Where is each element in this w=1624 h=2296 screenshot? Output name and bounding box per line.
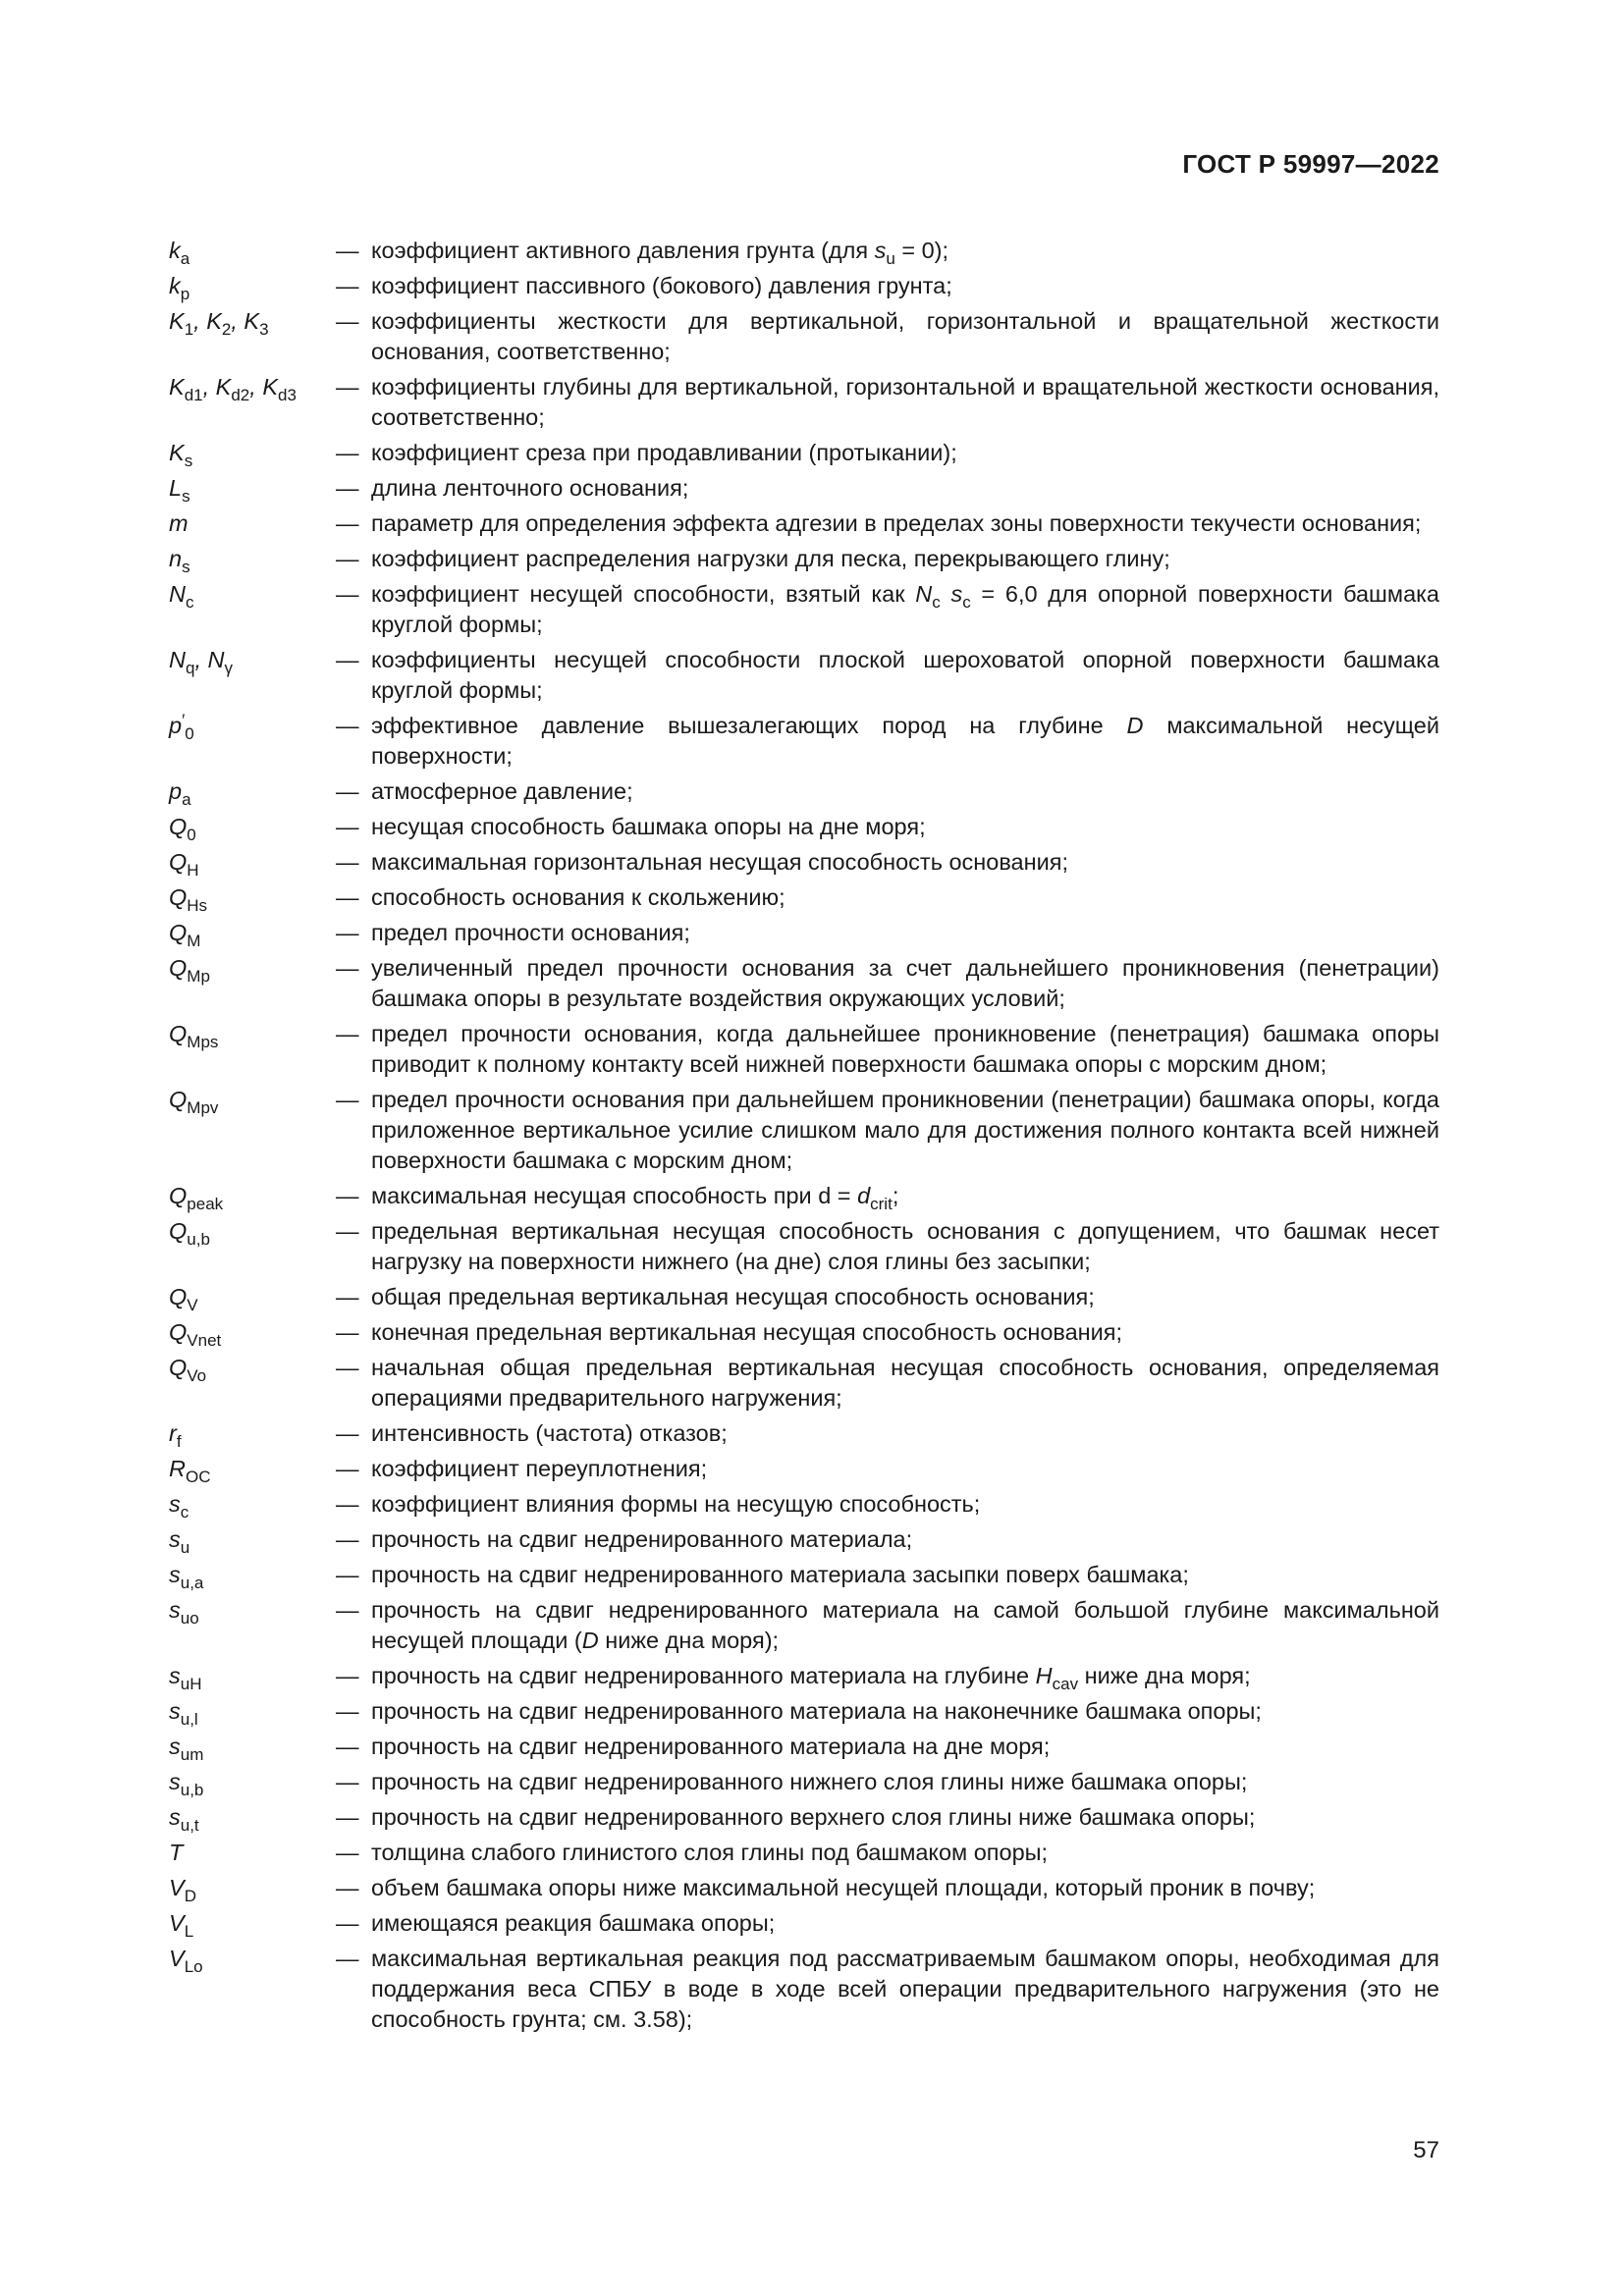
definition-dash: — xyxy=(336,1420,359,1446)
definition-dash: — xyxy=(336,1698,359,1724)
definition-dash: — xyxy=(336,1218,359,1244)
definition-item xyxy=(169,1802,1439,1833)
definition-text: предел прочности основания; xyxy=(371,920,690,945)
definition-dash: — xyxy=(336,1456,359,1481)
definition-text: эффективное давление вышезалегающих пород на глубине D максимальной несущей поверхности; xyxy=(371,713,1439,769)
definition-item xyxy=(169,1353,1439,1414)
definition-text: конечная предельная вертикальная несущая способность основания; xyxy=(371,1319,1123,1345)
definition-symbol: $Q_{Mp}$ xyxy=(169,955,210,986)
definition-item xyxy=(169,1595,1439,1656)
definition-item xyxy=(169,473,1439,504)
definition-item xyxy=(169,1019,1439,1080)
definition-symbol: $Q_M$ xyxy=(169,920,201,950)
document-header: ГОСТ Р 59997—2022 xyxy=(1182,149,1439,179)
definition-item xyxy=(169,1317,1439,1348)
definition-text: предел прочности основания, когда дальнейшее проникновение (пенетрация) башмака опоры приводит к полному контакту всей нижней поверхности башмака опоры с морским дном; xyxy=(371,1021,1439,1077)
definition-item xyxy=(169,1732,1439,1762)
definition-symbol: $p_a$ xyxy=(169,778,191,809)
definition-text: прочность на сдвиг недренированного материала на наконечнике башмака опоры; xyxy=(371,1698,1262,1724)
definition-text: способность основания к скольжению; xyxy=(371,884,785,910)
definition-text: максимальная несущая способность при $d = d_{crit}$; xyxy=(371,1183,899,1213)
definition-dash: — xyxy=(336,475,359,501)
definition-text: объем башмака опоры ниже максимальной несущей площади, который проник в почву; xyxy=(371,1875,1316,1900)
definition-dash: — xyxy=(336,1021,359,1046)
definition-item xyxy=(169,1908,1439,1939)
definition-text: увеличенный предел прочности основания за счет дальнейшего проникновения (пенетрации) башмака опоры в результате воздействия окружающих условий; xyxy=(371,955,1439,1011)
definition-item xyxy=(169,776,1439,807)
definition-dash: — xyxy=(336,374,359,400)
definition-text: прочность на сдвиг недренированного материала на самой большой глубине максимальной несущей площади (D ниже дна моря); xyxy=(371,1597,1439,1653)
definition-item xyxy=(169,1696,1439,1727)
definition-symbol: $s_{u,b}$ xyxy=(169,1769,204,1799)
definition-item xyxy=(169,306,1439,367)
definition-item xyxy=(169,1489,1439,1520)
definition-dash: — xyxy=(336,647,359,672)
definition-text: прочность на сдвиг недренированного верхнего слоя глины ниже башмака опоры; xyxy=(371,1804,1256,1830)
definition-text: предел прочности основания при дальнейшем проникновении (пенетрации) башмака опоры, когда приложенное вертикальное усилие слишком мало для достижения полного контакта всей нижней поверхности башмака с морским дном; xyxy=(371,1087,1439,1173)
definition-item xyxy=(169,579,1439,640)
definition-symbol: $K_{d1}$, $K_{d2}$, $K_{d3}$ xyxy=(169,374,297,404)
definition-text: имеющаяся реакция башмака опоры; xyxy=(371,1910,776,1936)
definition-symbol: $Q_{Vo}$ xyxy=(169,1355,207,1385)
definition-symbol: $Q_{Mps}$ xyxy=(169,1021,219,1051)
definition-dash: — xyxy=(336,238,359,263)
definition-dash: — xyxy=(336,1734,359,1759)
definition-symbol: $k_p$ xyxy=(169,273,190,303)
definition-text: толщина слабого глинистого слоя глины под башмаком опоры; xyxy=(371,1840,1049,1865)
definition-dash: — xyxy=(336,1355,359,1380)
definition-item xyxy=(169,1767,1439,1797)
definition-symbol: m xyxy=(169,510,189,536)
definition-dash: — xyxy=(336,273,359,298)
definition-symbol: $V_D$ xyxy=(169,1875,196,1905)
definition-dash: — xyxy=(336,1597,359,1623)
definition-dash: — xyxy=(336,1087,359,1112)
definition-item xyxy=(169,1216,1439,1277)
definition-item xyxy=(169,1181,1439,1211)
definition-text: несущая способность башмака опоры на дне моря; xyxy=(371,814,926,839)
definition-item xyxy=(169,1560,1439,1590)
definition-symbol: $s_u$ xyxy=(169,1526,190,1557)
definition-item xyxy=(169,1873,1439,1903)
definition-dash: — xyxy=(336,1875,359,1900)
definition-text: прочность на сдвиг недренированного материала на дне моря; xyxy=(371,1734,1051,1759)
definition-item xyxy=(169,953,1439,1014)
definition-item xyxy=(169,1944,1439,2035)
definition-symbol: $s_c$ xyxy=(169,1491,189,1522)
definition-item xyxy=(169,812,1439,842)
definition-symbol: $s_{u,t}$ xyxy=(169,1804,199,1835)
definition-dash: — xyxy=(336,1491,359,1517)
definition-text: максимальная горизонтальная несущая способность основания; xyxy=(371,849,1068,875)
definition-item xyxy=(169,438,1439,468)
definition-dash: — xyxy=(336,955,359,981)
definition-item xyxy=(169,1454,1439,1484)
definition-dash: — xyxy=(336,1319,359,1345)
definition-item xyxy=(169,1085,1439,1176)
definition-text: коэффициент переуплотнения; xyxy=(371,1456,708,1481)
definition-symbol: $R_{OC}$ xyxy=(169,1456,211,1486)
definition-dash: — xyxy=(336,546,359,571)
definition-symbol: $Q_H$ xyxy=(169,849,199,880)
definition-item xyxy=(169,1838,1439,1868)
definition-item xyxy=(169,1524,1439,1555)
definition-symbol: $Q_{peak}$ xyxy=(169,1183,224,1213)
definition-dash: — xyxy=(336,1946,359,1971)
definition-item xyxy=(169,236,1439,266)
definition-dash: — xyxy=(336,1840,359,1865)
definition-text: коэффициенты глубины для вертикальной, горизонтальной и вращательной жесткости основания, соответственно; xyxy=(371,374,1439,430)
definition-symbol: $L_s$ xyxy=(169,475,190,506)
definition-item xyxy=(169,1418,1439,1449)
definition-text: длина ленточного основания; xyxy=(371,475,689,501)
definition-dash: — xyxy=(336,1769,359,1794)
definition-symbol: $K_s$ xyxy=(169,440,193,470)
definition-text: общая предельная вертикальная несущая способность основания; xyxy=(371,1284,1095,1309)
definition-symbol: $Q_{u,b}$ xyxy=(169,1218,210,1249)
definition-symbol: $V_L$ xyxy=(169,1910,194,1941)
definition-symbol: $p'_0$ xyxy=(169,711,194,743)
definition-dash: — xyxy=(336,1284,359,1309)
definition-dash: — xyxy=(336,778,359,804)
definition-text: коэффициент активного давления грунта (для $s_u = 0$); xyxy=(371,238,949,268)
definition-symbol: $s_{u,l}$ xyxy=(169,1698,198,1729)
definition-list xyxy=(169,236,1439,2040)
definition-symbol: $Q_{Mpv}$ xyxy=(169,1087,219,1117)
page-number: 57 xyxy=(1413,2137,1439,2163)
definition-dash: — xyxy=(336,1910,359,1936)
definition-text: коэффициент пассивного (бокового) давления грунта; xyxy=(371,273,952,298)
definition-text: коэффициент среза при продавливании (протыкании); xyxy=(371,440,957,465)
definition-text: коэффициент распределения нагрузки для песка, перекрывающего глину; xyxy=(371,546,1170,571)
definition-symbol: $N_q$, $N_\gamma$ xyxy=(169,647,233,677)
definition-item xyxy=(169,847,1439,878)
definition-symbol: $Q_V$ xyxy=(169,1284,198,1314)
definition-item xyxy=(169,508,1439,539)
definition-dash: — xyxy=(336,849,359,875)
definition-symbol: $N_c$ xyxy=(169,581,194,612)
definition-text: прочность на сдвиг недренированного материала на глубине $H_{cav}$ ниже дна моря; xyxy=(371,1663,1251,1693)
definition-symbol: $s_{uH}$ xyxy=(169,1663,202,1693)
definition-item xyxy=(169,711,1439,772)
definition-symbol: $V_{Lo}$ xyxy=(169,1946,203,1976)
definition-text: коэффициент несущей способности, взятый как $N_c$ $s_c = 6,0$ для опорной поверхности башмака круглой формы; xyxy=(371,581,1440,637)
definition-item xyxy=(169,645,1439,706)
definition-symbol: $Q_0$ xyxy=(169,814,196,844)
definition-text: параметр для определения эффекта адгезии в пределах зоны поверхности текучести основания; xyxy=(371,510,1422,536)
definition-symbol: T xyxy=(169,1840,184,1865)
definition-item xyxy=(169,918,1439,948)
definition-text: коэффициент влияния формы на несущую способность; xyxy=(371,1491,981,1517)
definition-text: прочность на сдвиг недренированного материала; xyxy=(371,1526,913,1552)
definition-symbol: $s_{uo}$ xyxy=(169,1597,199,1628)
definition-symbol: $K_1$, $K_2$, $K_3$ xyxy=(169,308,269,339)
definition-text: прочность на сдвиг недренированного материала засыпки поверх башмака; xyxy=(371,1562,1189,1587)
definition-symbol: $Q_{Hs}$ xyxy=(169,884,208,915)
definition-item xyxy=(169,271,1439,301)
definition-item xyxy=(169,1661,1439,1691)
definition-item xyxy=(169,372,1439,433)
definition-item xyxy=(169,544,1439,574)
definition-symbol: $r_f$ xyxy=(169,1420,182,1451)
definition-dash: — xyxy=(336,1804,359,1830)
definition-item xyxy=(169,1282,1439,1312)
definition-dash: — xyxy=(336,713,359,738)
definition-dash: — xyxy=(336,1562,359,1587)
definition-item xyxy=(169,882,1439,913)
definition-dash: — xyxy=(336,884,359,910)
definition-text: коэффициенты несущей способности плоской шероховатой опорной поверхности башмака круглой формы; xyxy=(371,647,1439,703)
definition-dash: — xyxy=(336,581,359,607)
definition-dash: — xyxy=(336,1183,359,1208)
definition-dash: — xyxy=(336,1526,359,1552)
definition-text: прочность на сдвиг недренированного нижнего слоя глины ниже башмака опоры; xyxy=(371,1769,1248,1794)
definition-symbol: $n_s$ xyxy=(169,546,190,576)
definition-dash: — xyxy=(336,440,359,465)
definition-dash: — xyxy=(336,920,359,945)
definition-dash: — xyxy=(336,510,359,536)
definition-symbol: $s_{u,a}$ xyxy=(169,1562,204,1592)
definition-dash: — xyxy=(336,1663,359,1688)
definition-text: предельная вертикальная несущая способность основания с допущением, что башмак несет нагрузку на поверхности нижнего (на дне) слоя глины без засыпки; xyxy=(371,1218,1439,1274)
definition-text: коэффициенты жесткости для вертикальной, горизонтальной и вращательной жесткости основания, соответственно; xyxy=(371,308,1439,364)
definition-symbol: $s_{um}$ xyxy=(169,1734,204,1764)
definition-dash: — xyxy=(336,308,359,334)
definition-text: атмосферное давление; xyxy=(371,778,633,804)
definition-symbol: $k_a$ xyxy=(169,238,190,268)
definition-text: максимальная вертикальная реакция под рассматриваемым башмаком опоры, необходимая для поддержания веса СПБУ в воде в ходе всей операции предварительного нагружения (это не способность грунта; см. 3.58); xyxy=(371,1946,1439,2032)
definition-dash: — xyxy=(336,814,359,839)
definition-text: начальная общая предельная вертикальная несущая способность основания, определяемая операциями предварительного нагружения; xyxy=(371,1355,1439,1411)
definition-symbol: $Q_{Vnet}$ xyxy=(169,1319,222,1350)
definition-text: интенсивность (частота) отказов; xyxy=(371,1420,728,1446)
